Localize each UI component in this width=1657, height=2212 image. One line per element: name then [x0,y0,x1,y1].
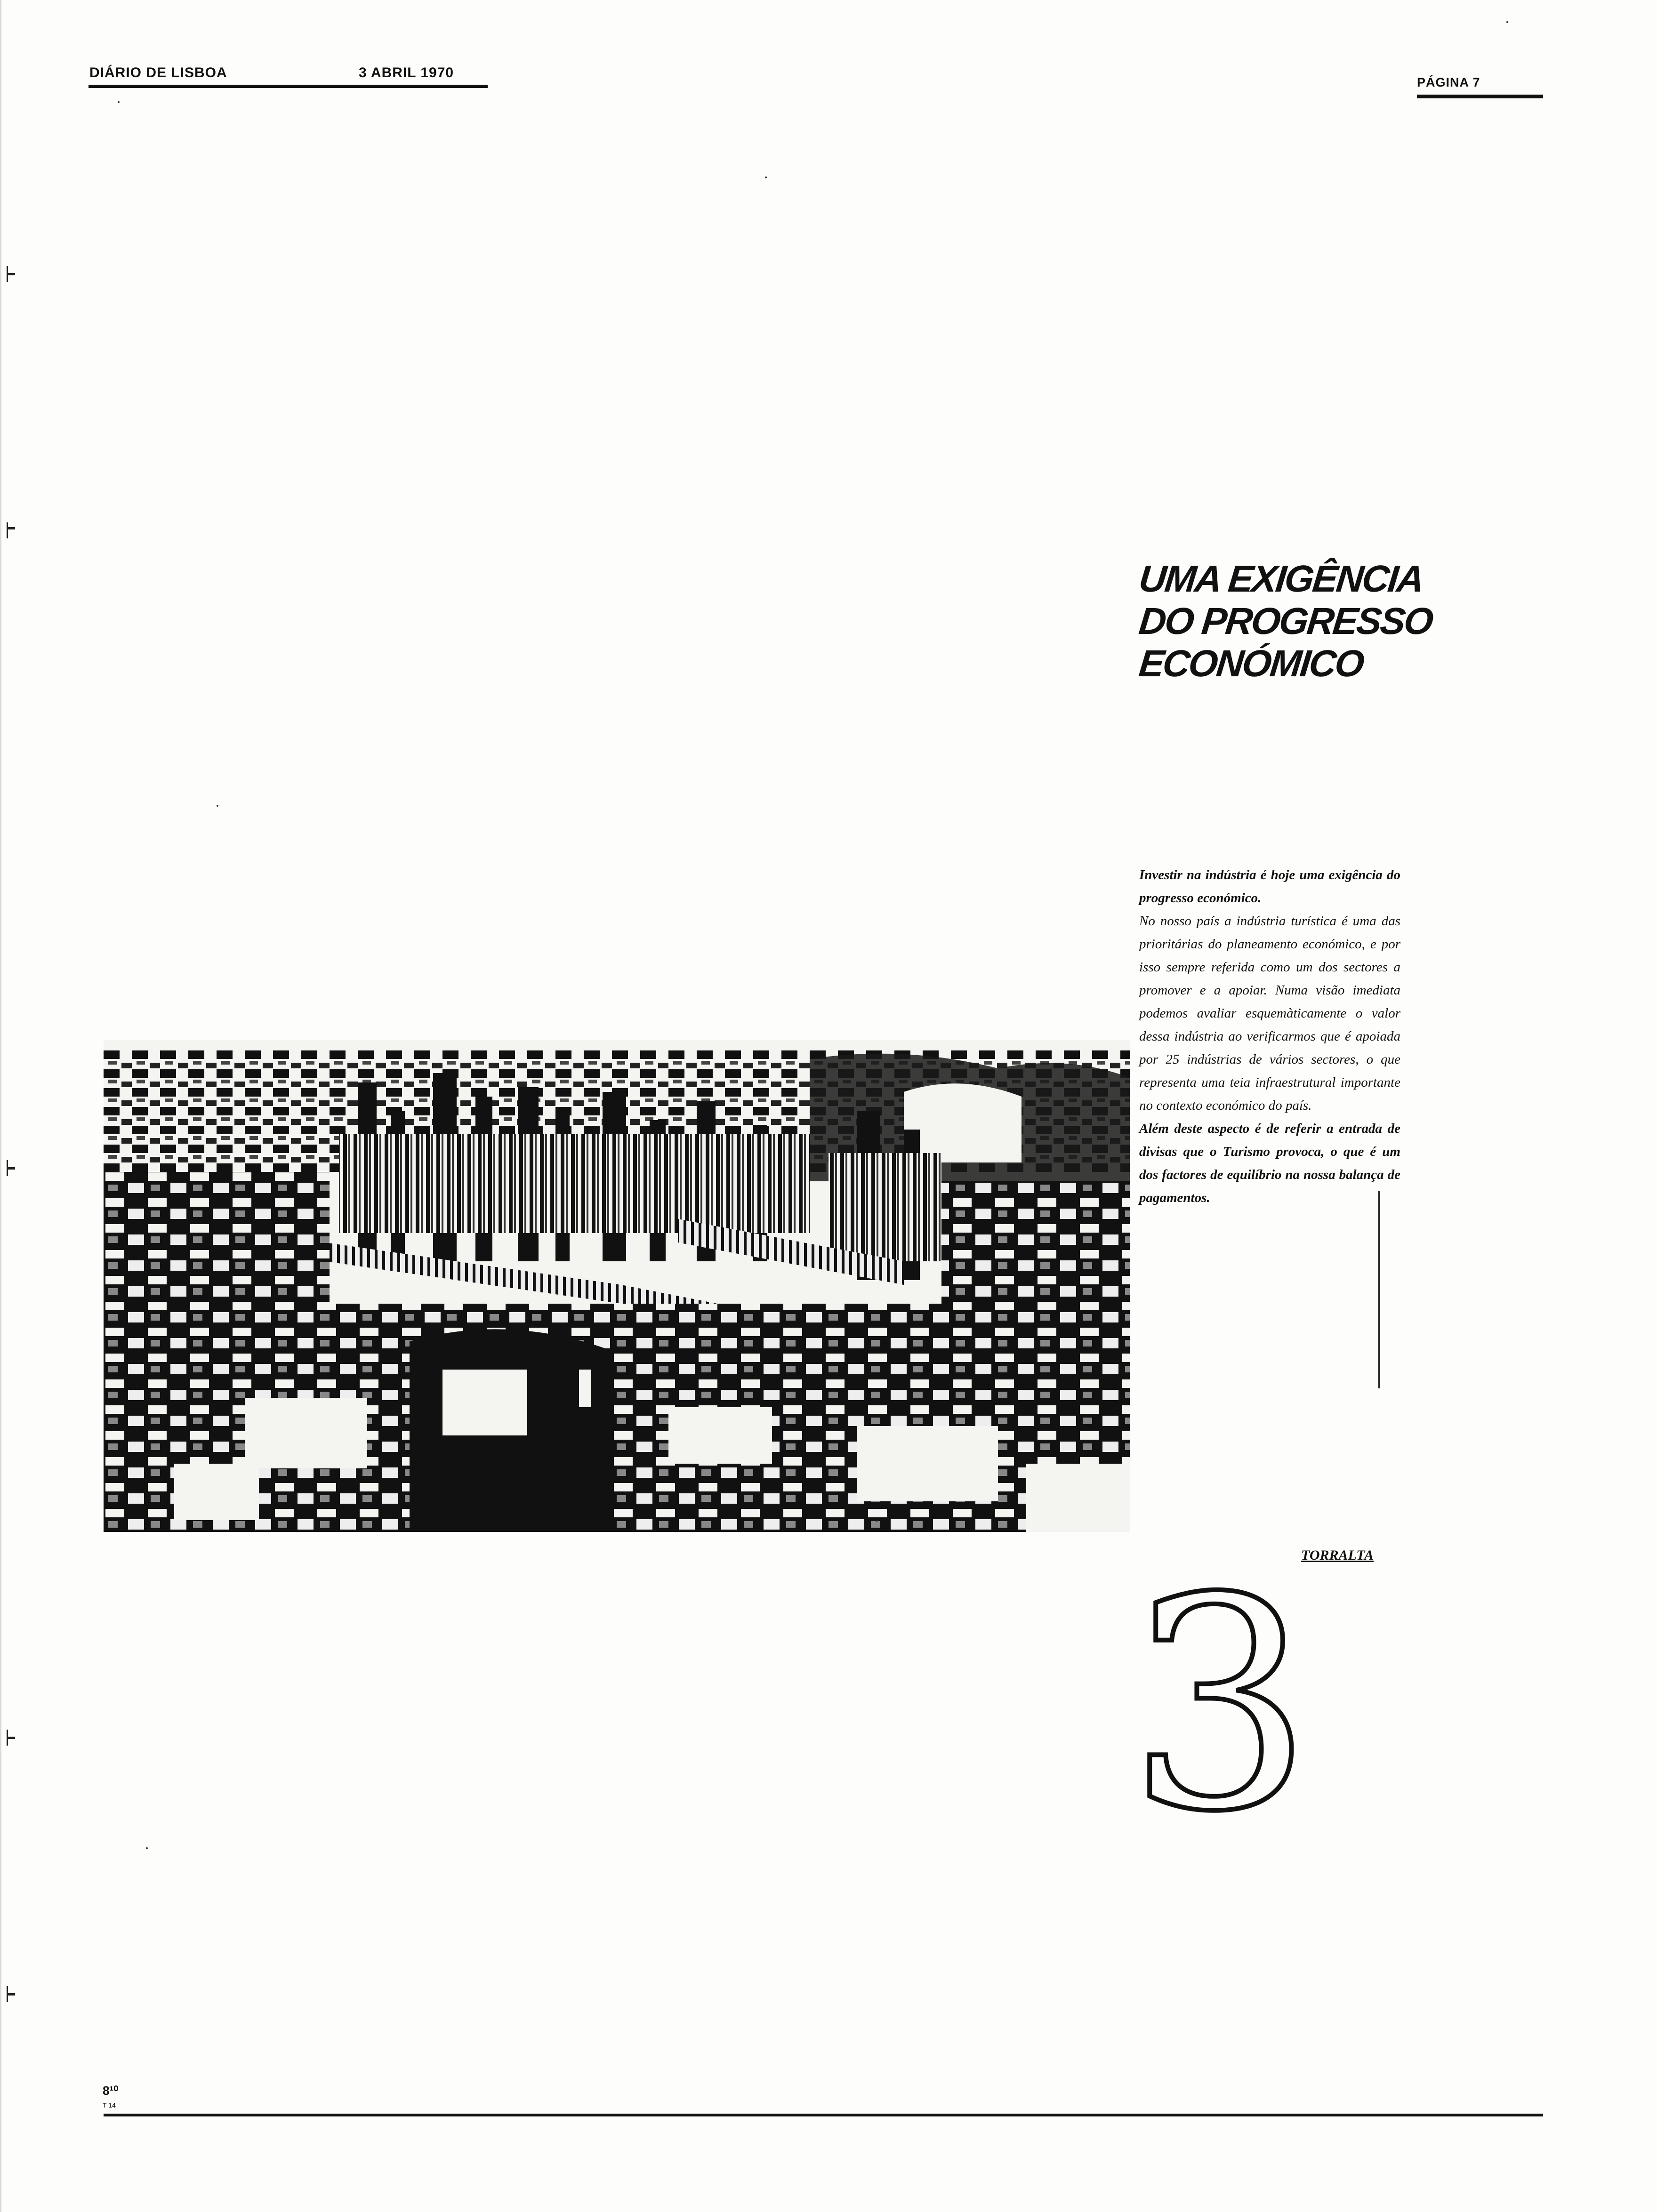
registration-mark [7,1986,8,2002]
article-signature: TORRALTA [1301,1547,1374,1563]
registration-mark [7,522,8,538]
article-body [1139,864,1400,1210]
printer-code: 8¹⁰ [103,2084,119,2098]
registration-mark [7,1730,8,1746]
scan-speck [217,805,218,807]
header-rule [88,85,488,88]
headline-line: DO PROGRESSO [1137,600,1434,642]
headline-line: UMA EXIGÊNCIA [1137,558,1425,600]
headline [1137,558,1434,685]
page-number: PÁGINA 7 [1417,75,1480,89]
column-rule [1378,1191,1380,1388]
newspaper-name: DIÁRIO DE LISBOA [89,65,227,80]
footer-rule [104,2114,1543,2116]
industrial-city-photo [104,1040,1130,1532]
scan-speck [765,176,767,178]
scan-speck [118,101,120,103]
registration-mark [7,1160,8,1176]
scan-edge [0,0,1,2212]
article-lead: Investir na indústria é hoje uma exigência do progresso económico. [1139,867,1400,906]
series-number: 3 [1127,1536,1313,1875]
printer-subcode: T 14 [103,2101,116,2109]
article-paragraph: No nosso país a indústria turística é uma das prioritárias do planeamento económico, e por isso sempre referida como um dos sectores a promover e a apoiar. Numa visão imediata podemos avaliar esquemàticamente o valor dessa indústria ao verificarmos que é apoiada por 25 indústrias de vários sectores, o que representa uma teia infraestrutural importante no contexto económico do país. [1139,914,1400,1113]
registration-mark [7,266,8,282]
headline-line: ECONÓMICO [1137,642,1365,684]
scan-speck [876,1520,877,1522]
scan-speck [146,1847,148,1849]
page-number-rule [1417,95,1543,98]
article-closing: Além deste aspecto é de referir a entrada de divisas que o Turismo provoca, o que é um dos factores de equilíbrio na nossa balança de pagamentos. [1139,1121,1400,1205]
issue-date: 3 ABRIL 1970 [359,65,454,80]
scan-speck [1506,21,1508,23]
